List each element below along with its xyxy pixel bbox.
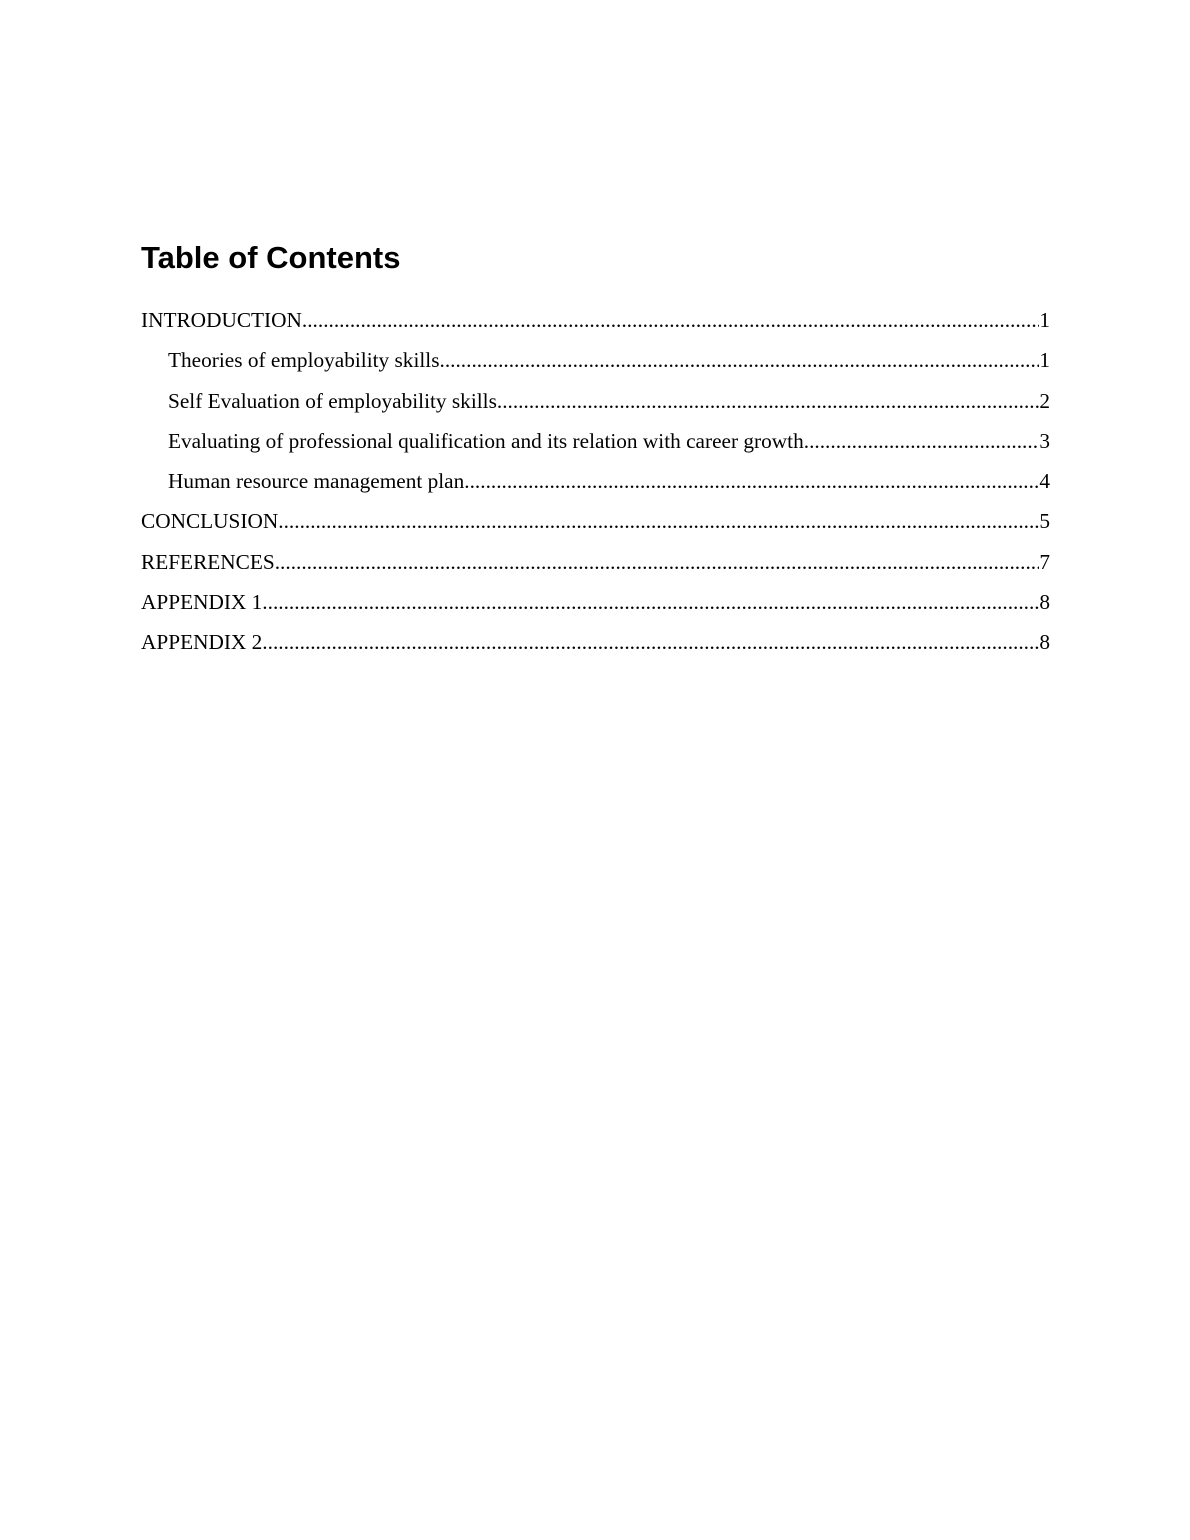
toc-entry-self-evaluation[interactable] bbox=[141, 381, 1050, 421]
toc-dot-leader bbox=[278, 501, 1039, 541]
toc-dot-leader bbox=[302, 300, 1039, 340]
table-of-contents bbox=[141, 300, 1050, 663]
toc-page-number: 3 bbox=[1039, 428, 1050, 453]
toc-dot-leader bbox=[440, 340, 1040, 380]
toc-entry-label: INTRODUCTION bbox=[141, 308, 302, 332]
toc-dot-leader bbox=[262, 622, 1039, 662]
toc-entry-label: Evaluating of professional qualification and its relation with career growth bbox=[168, 428, 804, 453]
toc-page-number: 1 bbox=[1039, 348, 1050, 373]
toc-title: Table of Contents bbox=[141, 240, 401, 275]
toc-entry-introduction[interactable] bbox=[141, 300, 1050, 340]
toc-entry-appendix-1[interactable] bbox=[141, 582, 1050, 622]
toc-entry-label: Human resource management plan bbox=[168, 469, 465, 494]
toc-entry-label: APPENDIX 1 bbox=[141, 590, 263, 615]
toc-page-number: 4 bbox=[1039, 469, 1050, 494]
toc-dot-leader bbox=[262, 582, 1039, 622]
toc-dot-leader bbox=[464, 461, 1039, 501]
toc-entry-label: Self Evaluation of employability skills bbox=[168, 388, 497, 413]
toc-dot-leader bbox=[804, 421, 1040, 461]
toc-entry-conclusion[interactable] bbox=[141, 501, 1050, 541]
toc-page-number: 2 bbox=[1039, 388, 1050, 413]
toc-entry-references[interactable] bbox=[141, 542, 1050, 582]
toc-dot-leader bbox=[497, 381, 1039, 421]
toc-entry-label: Theories of employability skills bbox=[168, 348, 440, 373]
toc-page-number: 1 bbox=[1039, 308, 1050, 332]
toc-page-number: 8 bbox=[1039, 590, 1050, 615]
toc-dot-leader bbox=[275, 542, 1040, 582]
toc-entry-label: APPENDIX 2 bbox=[141, 630, 263, 655]
toc-page-number: 7 bbox=[1039, 549, 1050, 574]
toc-page-number: 5 bbox=[1039, 509, 1050, 534]
toc-entry-appendix-2[interactable] bbox=[141, 622, 1050, 662]
toc-entry-label: REFERENCES bbox=[141, 549, 275, 574]
toc-entry-theories-of-employability-skills[interactable] bbox=[141, 340, 1050, 380]
toc-entry-professional-qualification[interactable] bbox=[141, 421, 1050, 461]
toc-page-number: 8 bbox=[1039, 630, 1050, 655]
toc-entry-hrm-plan[interactable] bbox=[141, 461, 1050, 501]
toc-entry-label: CONCLUSION bbox=[141, 509, 279, 534]
